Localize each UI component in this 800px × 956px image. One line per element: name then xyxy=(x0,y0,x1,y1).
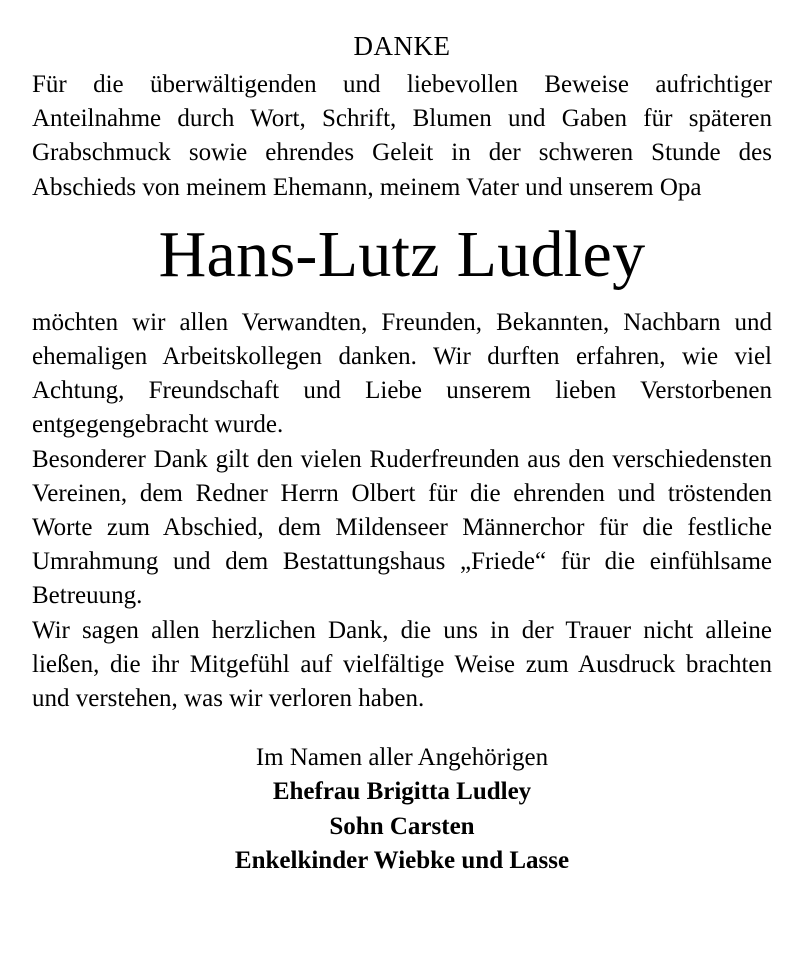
signature-intro: Im Namen aller Angehörigen xyxy=(255,744,549,772)
notice-heading: DANKE xyxy=(353,31,451,61)
thanks-paragraph-1: möchten wir allen Verwandten, Freunden, Bekannten, Nachbarn und ehemaligen Arbeitskollegen danken. Wir durften erfahren, wie viel Achtung, Freundschaft und Liebe unserem lieben Verstorbenen entgegengebracht wurde. xyxy=(32,308,772,439)
thanks-paragraph-2: Besonderer Dank gilt den vielen Ruderfreunden aus den verschiedensten Vereinen, dem Redner Herrn Olbert für die ehrenden und tröstenden Worte zum Abschied, dem Mildenseer Männerchor für die festliche Umrahmung und dem Bestattungshaus „Friede“ für die einfühlsame Betreuung. xyxy=(32,445,772,610)
intro-paragraph: Für die überwältigenden und liebevollen Beweise aufrichtiger Anteilnahme durch Wort, Schrift, Blumen und Gaben für späteren Grabschmuck sowie ehrendes Geleit in der schweren Stunde des Abschieds von meinem Ehemann, meinem Vater und unserem Opa xyxy=(32,71,772,201)
signature-grandchildren: Enkelkinder Wiebke und Lasse xyxy=(234,846,570,874)
signature-wife: Ehefrau Brigitta Ludley xyxy=(272,778,532,806)
signature-block xyxy=(32,741,772,878)
thanks-paragraph-3: Wir sagen allen herzlichen Dank, die uns in der Trauer nicht alleine ließen, die ihr Mitgefühl auf vielfältige Weise zum Ausdruck brachten und verstehen, was wir verloren haben. xyxy=(32,616,772,713)
deceased-name: Hans-Lutz Ludley xyxy=(158,217,646,291)
signature-son: Sohn Carsten xyxy=(329,812,475,840)
